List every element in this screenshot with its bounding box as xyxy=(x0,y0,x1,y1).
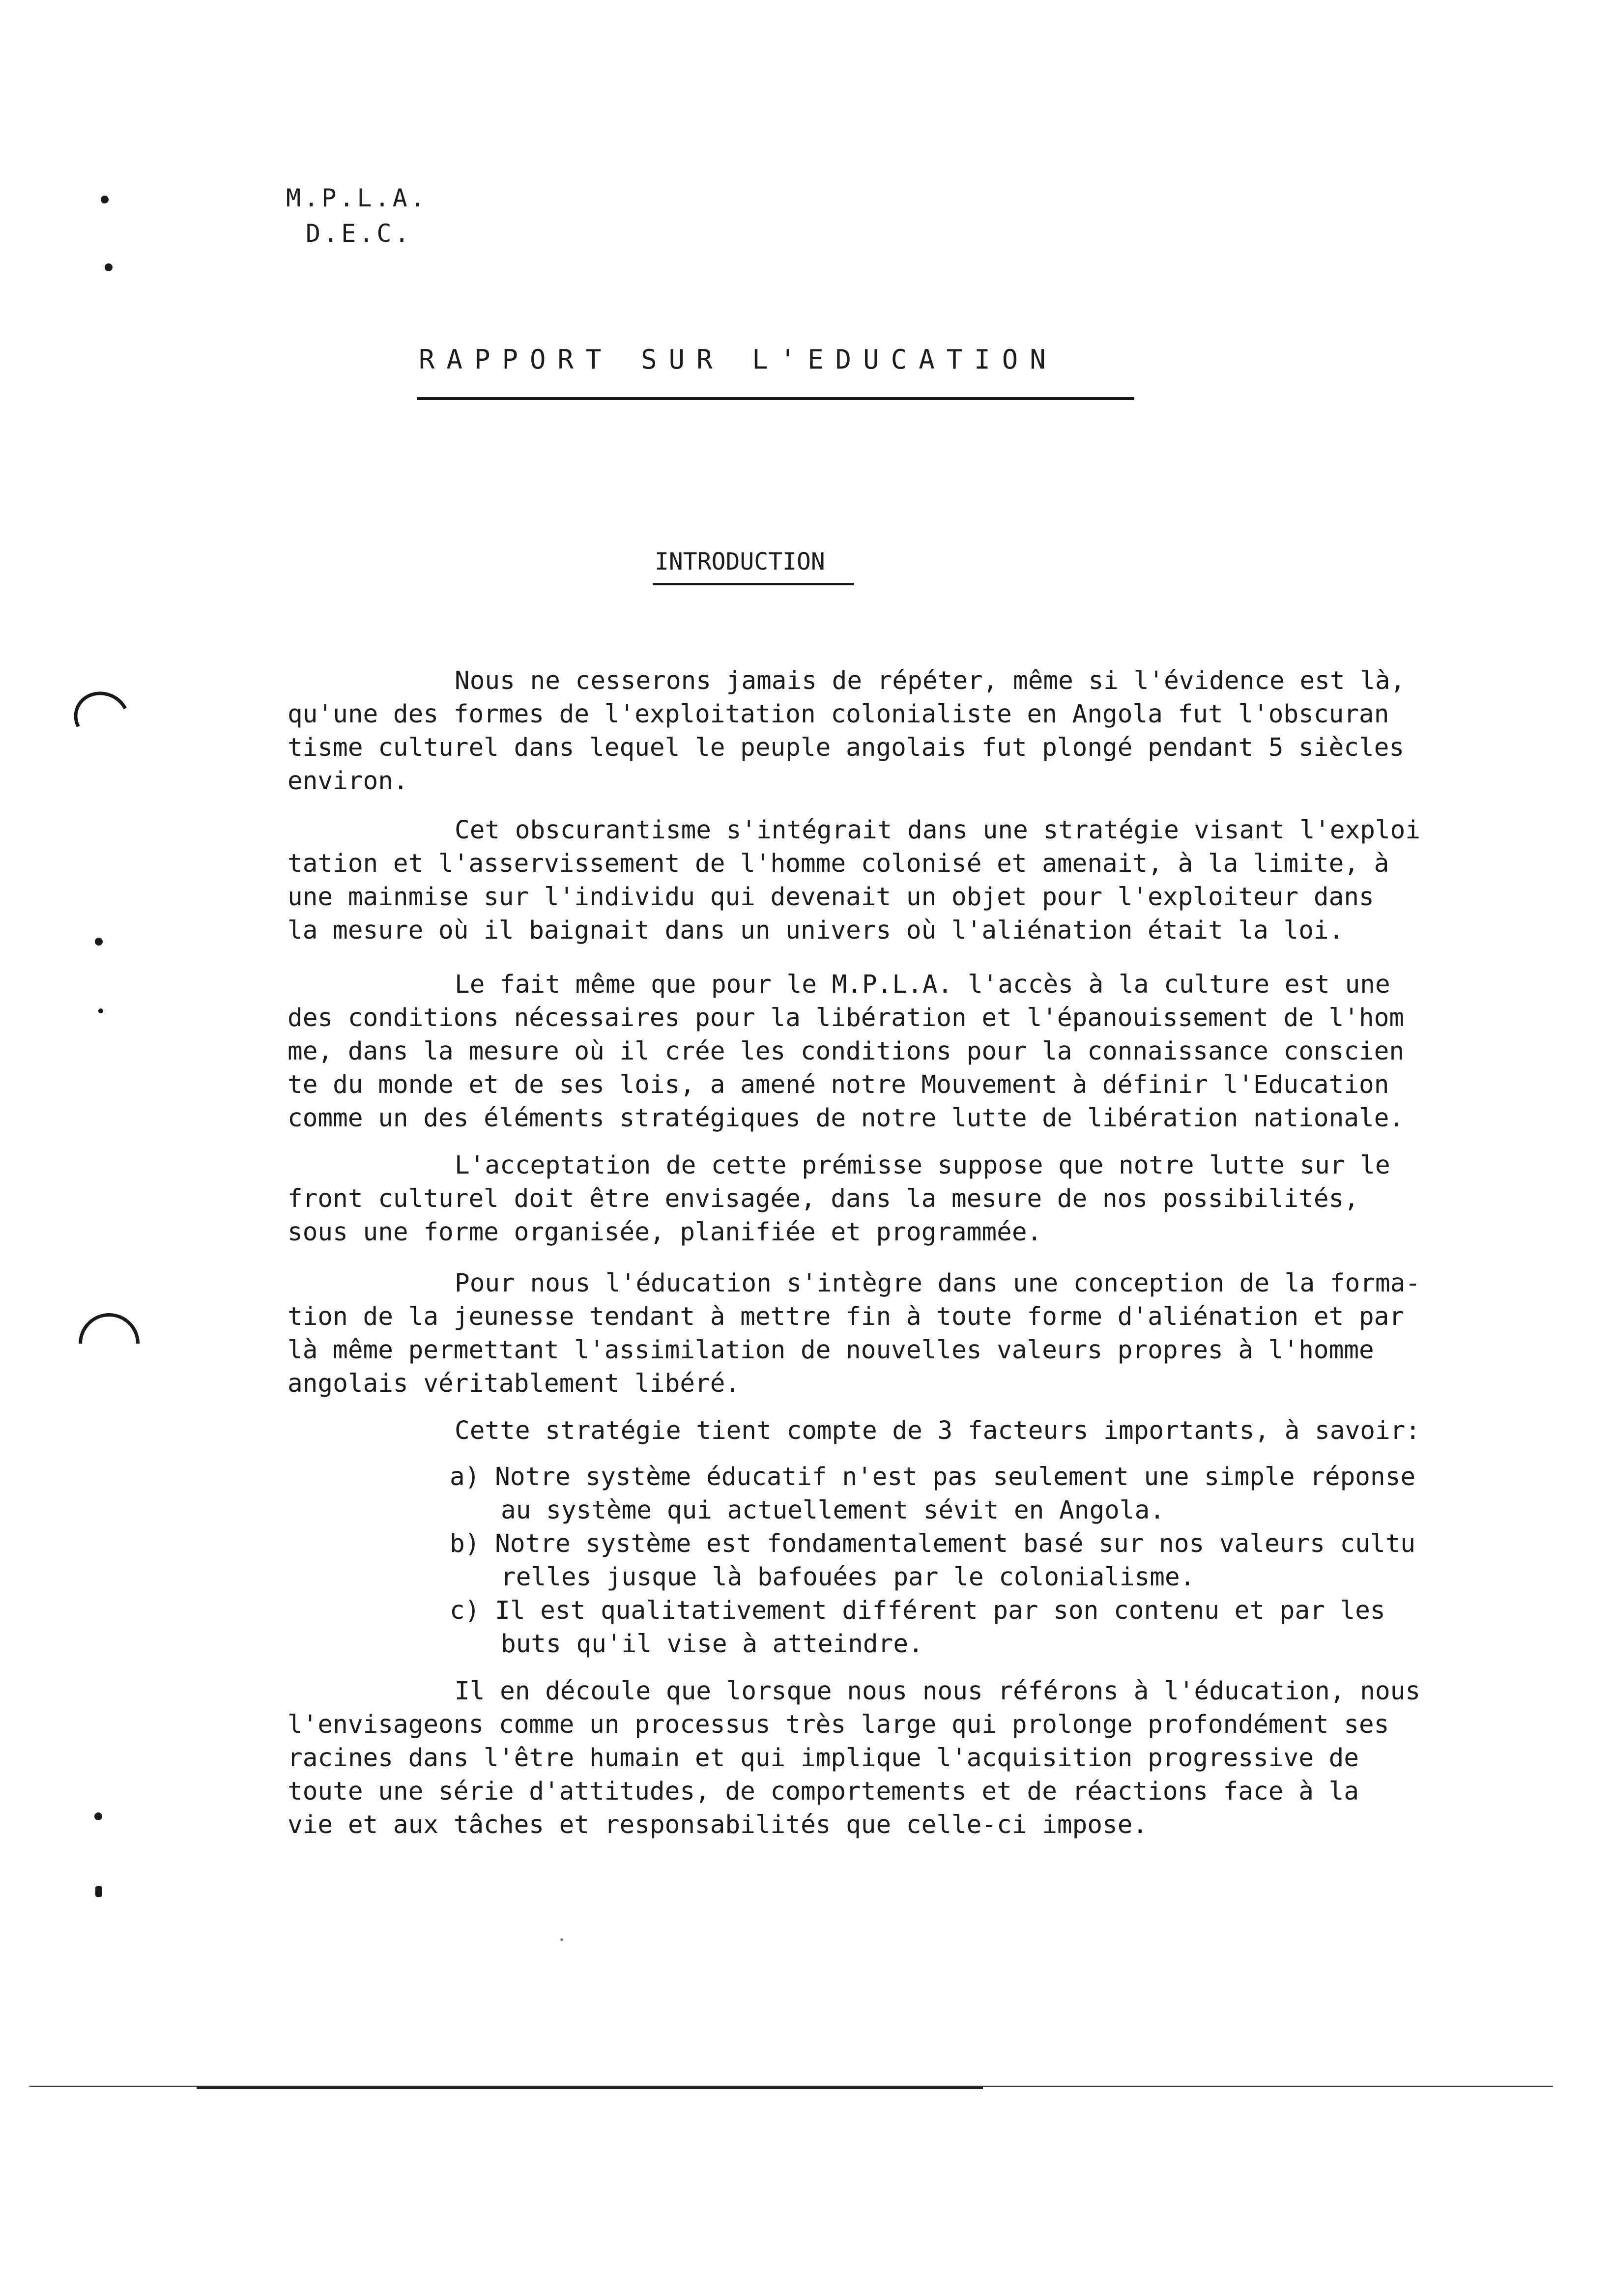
text-line: angolais véritablement libéré. xyxy=(288,1369,741,1398)
text-line: une mainmise sur l'individu qui devenait un objet pour l'exploiteur dans xyxy=(288,883,1374,912)
text-line: tion de la jeunesse tendant à mettre fin à toute forme d'aliénation et par xyxy=(288,1302,1405,1331)
paragraph-3 xyxy=(288,968,1516,1135)
text-line: qu'une des formes de l'exploitation colonialiste en Angola fut l'obscuran xyxy=(288,700,1389,729)
text-line: là même permettant l'assimilation de nouvelles valeurs propres à l'homme xyxy=(288,1336,1374,1365)
margin-dot-5 xyxy=(94,1812,102,1820)
text-line: Notre système est fondamentalement basé sur nos valeurs cultu xyxy=(495,1529,1416,1558)
text-line: me, dans la mesure où il crée les conditions pour la connaissance conscien xyxy=(288,1037,1405,1066)
margin-dot-4 xyxy=(98,1008,103,1013)
page-bottom-rule-dark xyxy=(197,2087,983,2089)
text-line: front culturel doit être envisagée, dans la mesure de nos possibilités, xyxy=(288,1184,1359,1213)
text-line: Nous ne cesserons jamais de répéter, même si l'évidence est là, xyxy=(455,666,1406,695)
margin-dot-3 xyxy=(95,938,103,946)
list-marker: b) xyxy=(450,1529,480,1558)
closing-paragraph xyxy=(288,1675,1516,1842)
list-item-c xyxy=(450,1594,1531,1661)
section-heading-underline xyxy=(653,583,854,585)
paragraph-6 xyxy=(288,1414,1516,1448)
text-line: Il en découle que lorsque nous nous référons à l'éducation, nous xyxy=(455,1677,1421,1706)
text-line: vie et aux tâches et responsabilités que celle-ci impose. xyxy=(288,1810,1148,1839)
text-line: toute une série d'attitudes, de comportements et de réactions face à la xyxy=(288,1777,1359,1806)
scan-speck xyxy=(560,1938,563,1941)
text-line: des conditions nécessaires pour la libération et l'épanouissement de l'hom xyxy=(288,1004,1405,1033)
list-marker: a) xyxy=(450,1463,480,1492)
text-line: sous une forme organisée, planifiée et programmée. xyxy=(288,1218,1042,1247)
header-dept: D.E.C. xyxy=(306,219,412,248)
list-marker: c) xyxy=(450,1596,480,1625)
text-line: Le fait même que pour le M.P.L.A. l'accès à la culture est une xyxy=(455,970,1390,999)
text-line: comme un des éléments stratégiques de notre lutte de libération nationale. xyxy=(288,1104,1405,1133)
list-item-b xyxy=(450,1527,1531,1594)
text-line: Il est qualitativement différent par son contenu et par les xyxy=(495,1596,1385,1625)
paragraph-4 xyxy=(288,1149,1516,1249)
paragraph-5 xyxy=(288,1267,1516,1401)
text-line: tation et l'asservissement de l'homme colonisé et amenait, à la limite, à xyxy=(288,849,1389,878)
text-line: au système qui actuellement sévit en Angola. xyxy=(501,1496,1165,1525)
section-heading: INTRODUCTION xyxy=(655,548,825,575)
margin-dot-6 xyxy=(95,1886,102,1897)
text-line: l'envisageons comme un processus très large qui prolonge profondément ses xyxy=(288,1710,1389,1739)
title-underline xyxy=(417,397,1134,400)
text-line: buts qu'il vise à atteindre. xyxy=(501,1630,923,1659)
page-title: RAPPORT SUR L'EDUCATION xyxy=(419,344,1058,375)
list-item-a xyxy=(450,1461,1531,1527)
text-line: Notre système éducatif n'est pas seulement une simple réponse xyxy=(495,1463,1416,1492)
text-line: tisme culturel dans lequel le peuple angolais fut plongé pendant 5 siècles xyxy=(288,733,1405,762)
text-line: Pour nous l'éducation s'intègre dans une conception de la forma- xyxy=(455,1269,1421,1298)
text-line: te du monde et de ses lois, a amené notre Mouvement à définir l'Education xyxy=(288,1070,1389,1099)
margin-arc-2 xyxy=(66,1300,152,1386)
text-line: Cet obscurantisme s'intégrait dans une stratégie visant l'exploi xyxy=(455,816,1421,845)
text-line: Cette stratégie tient compte de 3 facteurs importants, à savoir: xyxy=(455,1416,1421,1445)
margin-dot-1 xyxy=(101,196,109,203)
margin-dot-2 xyxy=(105,263,113,271)
text-line: environ. xyxy=(288,767,408,796)
text-line: racines dans l'être humain et qui implique l'acquisition progressive de xyxy=(288,1744,1359,1773)
header-org: M.P.L.A. xyxy=(286,184,428,212)
text-line: relles jusque là bafouées par le colonialisme. xyxy=(501,1563,1195,1592)
margin-arc-1 xyxy=(67,684,137,751)
text-line: la mesure où il baignait dans un univers où l'aliénation était la loi. xyxy=(288,916,1344,945)
text-line: L'acceptation de cette prémisse suppose que notre lutte sur le xyxy=(455,1151,1390,1180)
paragraph-1 xyxy=(288,664,1516,798)
paragraph-2 xyxy=(288,814,1516,947)
